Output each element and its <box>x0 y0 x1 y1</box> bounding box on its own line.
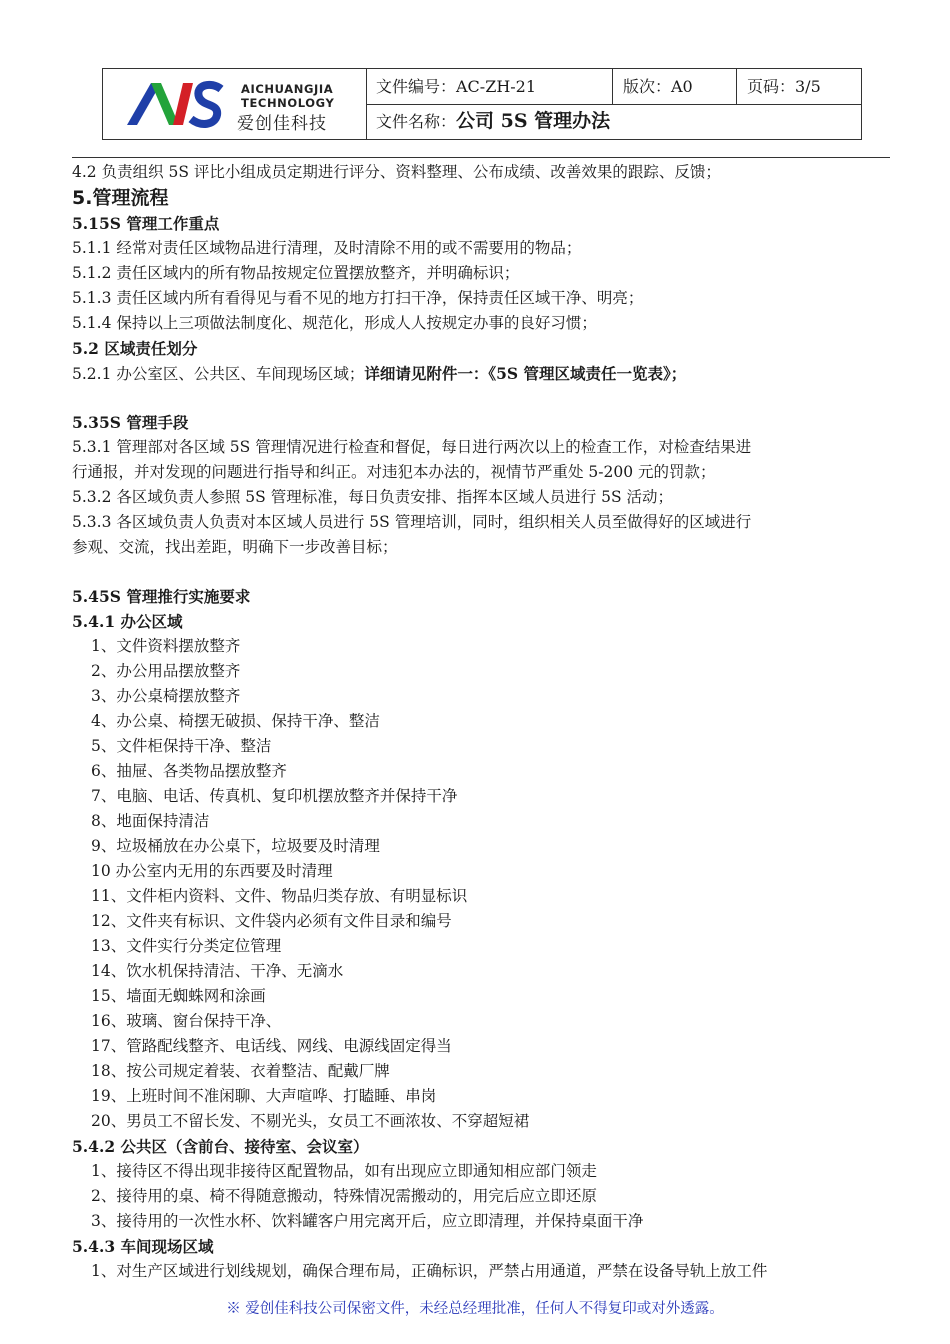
header-row-meta <box>366 69 861 105</box>
section-heading-5-4: 5.45S 管理推行实施要求 <box>72 587 251 606</box>
list-item: 2、接待用的桌、椅不得随意搬动，特殊情况需搬动的，用完后应立即还原 <box>91 1187 597 1205</box>
list-item: 16、玻璃、窗台保持干净、 <box>91 1012 282 1030</box>
company-name-en-line2: TECHNOLOGY <box>241 96 335 110</box>
clause-5-3-1-line1: 5.3.1 管理部对各区域 5S 管理情况进行检查和督促，每日进行两次以上的检查工作，对检查结果进 <box>72 438 752 456</box>
section-heading-5-2: 5.2 区域责任划分 <box>72 339 198 358</box>
spacer <box>72 560 894 584</box>
list-item: 8、地面保持清洁 <box>91 812 210 830</box>
doc-name-label: 文件名称： <box>376 112 457 131</box>
list-item: 1、文件资料摆放整齐 <box>91 637 241 655</box>
office-area-list <box>72 634 894 1134</box>
section-heading-5-3: 5.35S 管理手段 <box>72 413 189 432</box>
list-item: 12、文件夹有标识、文件袋内必须有文件目录和编号 <box>91 912 452 930</box>
section-heading-5-4-1: 5.4.1 办公区域 <box>72 612 183 631</box>
document-header-table <box>102 68 862 140</box>
clause-5-1-1: 5.1.1 经常对责任区域物品进行清理，及时清除不用的或不需要用的物品； <box>72 239 582 257</box>
section-heading-5-4-3: 5.4.3 车间现场区域 <box>72 1237 214 1256</box>
company-logo-cell <box>103 69 367 139</box>
section-heading-5-4-2: 5.4.2 公共区（含前台、接待室、会议室） <box>72 1137 369 1156</box>
list-item: 3、接待用的一次性水杯、饮料罐客户用完离开后，应立即清理，并保持桌面干净 <box>91 1212 644 1230</box>
attachment-reference: 详细请见附件一：《5S 管理区域责任一览表》； <box>364 364 687 383</box>
clause-5-3-3-line1: 5.3.3 各区域负责人负责对本区域人员进行 5S 管理培训，同时，组织相关人员至做得好的区域进行 <box>72 513 752 531</box>
list-item: 9、垃圾桶放在办公桌下，垃圾要及时清理 <box>91 837 380 855</box>
doc-version: 版次：A0 <box>613 69 737 104</box>
clause-5-1-4: 5.1.4 保持以上三项做法制度化、规范化，形成人人按规定办事的良好习惯； <box>72 314 597 332</box>
list-item: 10 办公室内无用的东西要及时清理 <box>91 862 333 880</box>
doc-name: 公司 5S 管理办法 <box>456 110 611 132</box>
list-item: 18、按公司规定着装、衣着整洁、配戴厂牌 <box>91 1062 390 1080</box>
public-area-list <box>72 1159 894 1234</box>
clause-5-2-1-text: 5.2.1 办公室区、公共区、车间现场区域； <box>72 365 365 383</box>
clause-5-1-3: 5.1.3 责任区域内所有看得见与看不见的地方打扫干净，保持责任区域干净、明亮； <box>72 289 644 307</box>
paragraph-4-2: 4.2 负责组织 5S 评比小组成员定期进行评分、资料整理、公布成绩、改善效果的跟踪、反馈； <box>72 163 721 181</box>
company-name-en-line1: AICHUANGJIA <box>241 82 334 96</box>
document-body <box>72 160 894 1284</box>
confidential-notice: ※ 爱创佳科技公司保密文件，未经总经理批准，任何人不得复印或对外透露。 <box>226 1301 724 1317</box>
company-logo-icon <box>121 75 233 135</box>
list-item: 15、墙面无蜘蛛网和涂画 <box>91 987 266 1005</box>
section-heading-5-1: 5.15S 管理工作重点 <box>72 214 220 233</box>
page-number: 页码：3/5 <box>747 77 821 96</box>
doc-number: 文件编号：AC-ZH-21 <box>366 69 613 104</box>
header-row-name <box>366 104 861 139</box>
list-item: 7、电脑、电话、传真机、复印机摆放整齐并保持干净 <box>91 787 458 805</box>
clause-5-3-1-line2: 行通报，并对发现的问题进行指导和纠正。对违犯本办法的，视情节严重处 5-200 元的罚款； <box>72 463 716 481</box>
clause-5-1-2: 5.1.2 责任区域内的所有物品按规定位置摆放整齐，并明确标识； <box>72 264 520 282</box>
list-item: 3、办公桌椅摆放整齐 <box>91 687 241 705</box>
section-heading-5: 5.管理流程 <box>72 187 169 209</box>
list-item: 5、文件柜保持干净、整洁 <box>91 737 272 755</box>
list-item: 11、文件柜内资料、文件、物品归类存放、有明显标识 <box>91 887 468 905</box>
list-item: 1、接待区不得出现非接待区配置物品，如有出现应立即通知相应部门领走 <box>91 1162 597 1180</box>
list-item: 19、上班时间不准闲聊、大声喧哗、打瞌睡、串岗 <box>91 1087 437 1105</box>
list-item: 14、饮水机保持清洁、干净、无滴水 <box>91 962 344 980</box>
list-item: 6、抽屉、各类物品摆放整齐 <box>91 762 287 780</box>
clause-5-3-3-line2: 参观、交流，找出差距，明确下一步改善目标； <box>72 538 398 556</box>
list-item: 13、文件实行分类定位管理 <box>91 937 282 955</box>
company-name-cn: 爱创佳科技 <box>237 114 327 134</box>
doc-name-cell <box>366 104 861 139</box>
header-divider <box>72 157 890 158</box>
clause-5-3-2: 5.3.2 各区域负责人参照 5S 管理标准，每日负责安排、指挥本区域人员进行 5S 活动； <box>72 488 674 506</box>
list-item: 20、男员工不留长发、不剔光头，女员工不画浓妆、不穿超短裙 <box>91 1112 530 1130</box>
workshop-item-1: 1、对生产区域进行划线规划，确保合理布局，正确标识，严禁占用通道，严禁在设备导轨上放工件 <box>91 1262 768 1280</box>
list-item: 4、办公桌、椅摆无破损、保持干净、整洁 <box>91 712 380 730</box>
clause-5-2-1 <box>72 361 894 386</box>
list-item: 17、管路配线整齐、电话线、网线、电源线固定得当 <box>91 1037 452 1055</box>
list-item: 2、办公用品摆放整齐 <box>91 662 241 680</box>
spacer <box>72 386 894 410</box>
